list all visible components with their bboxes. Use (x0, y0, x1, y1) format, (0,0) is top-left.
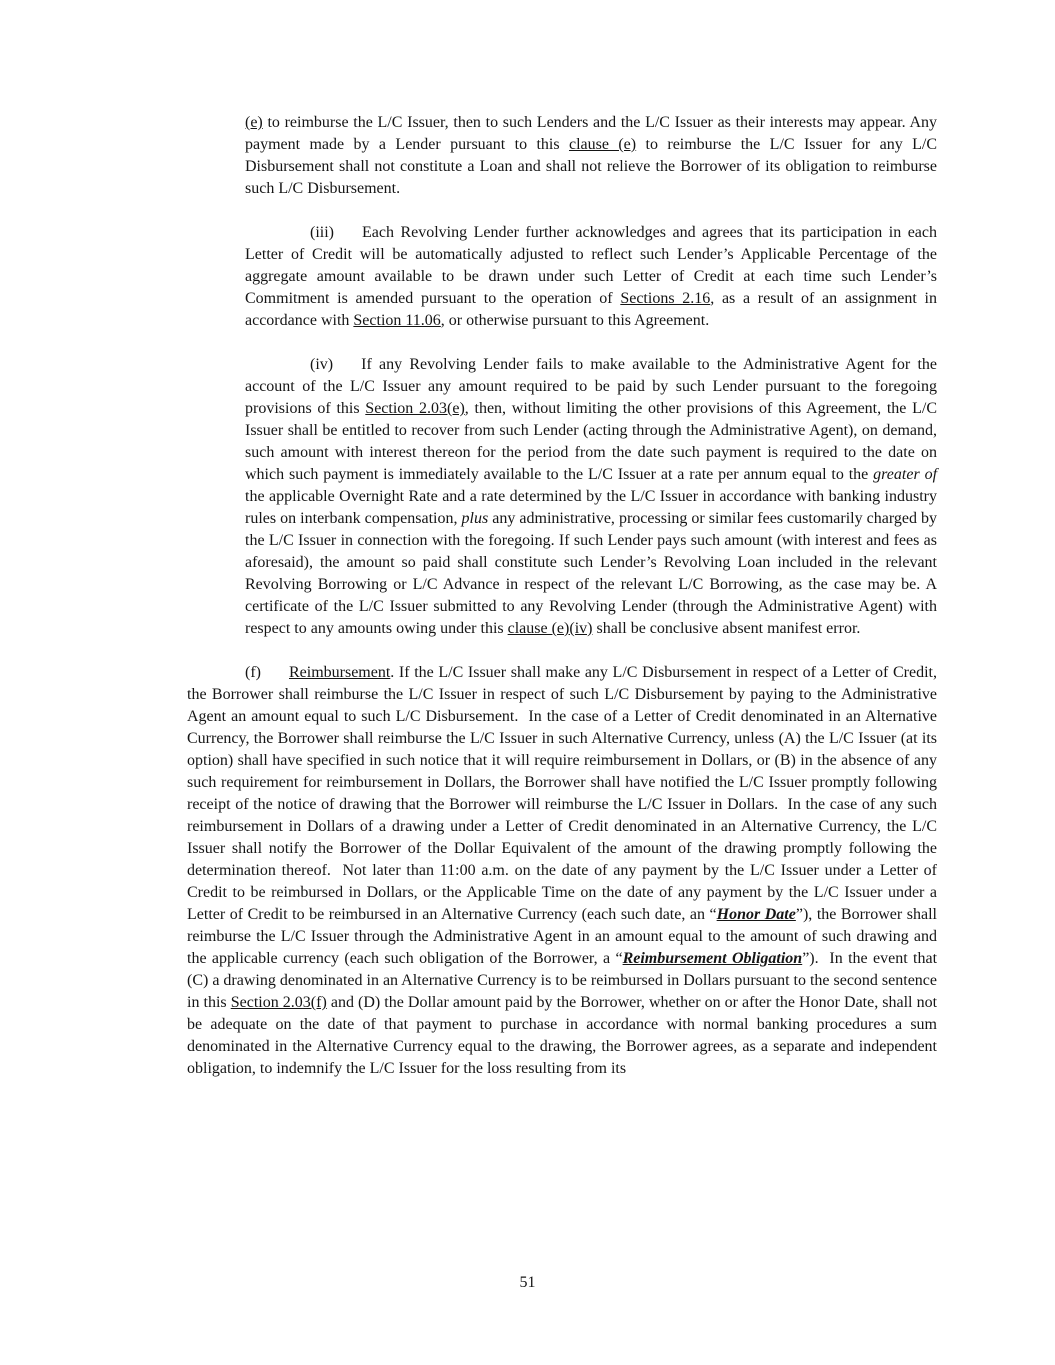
text-run: (iv) (310, 356, 334, 373)
text-run: (iii) (310, 224, 334, 241)
text-run: (f) (245, 664, 261, 681)
text-run: shall be conclusive absent manifest error. (592, 620, 861, 637)
text-run: the applicable Overnight Rate and a rate determined by the L/C Issuer in accordance with banking industry rules on interbank compensation, (245, 488, 937, 527)
text-run: plus (461, 510, 489, 527)
text-run: Reimbursement Obligation (622, 950, 803, 967)
text-run: greater of (873, 466, 938, 483)
text-run: , or otherwise pursuant to this Agreement. (440, 312, 710, 329)
para-e-continuation (245, 112, 937, 200)
text-run: Sections 2.16 (620, 290, 711, 307)
text-run: to reimburse the L/C Issuer for any L/C Disbursement shall not constitute a Loan and shall not relieve the Borrower of its obligation to reimburse such L/C Disbursement. (245, 136, 938, 197)
para-f-reimbursement (187, 662, 937, 1080)
text-run: If any Revolving Lender fails to make available to the Administrative Agent for the account of the L/C Issuer any amount required to be paid by such Lender pursuant to the foregoing provisions of this (245, 356, 937, 417)
text-run: ”). In the event that (C) a drawing denominated in an Alternative Currency is to be reimbursed in Dollars pursuant to the second sentence in this (187, 950, 938, 1011)
text-run: any administrative, processing or similar fees customarily charged by the L/C Issuer in connection with the foregoing. If such Lender pays such amount (with interest and fees as aforesaid), the amount so paid shall constitute such Lender’s Revolving Loan included in the relevant Revolving Borrowing or L/C Advance in respect of the relevant L/C Borrowing, as the case may be. A certificate of the L/C Issuer submitted to any Revolving Lender (through the Administrative Agent) with respect to any amounts owing under this (245, 510, 938, 637)
document-body (187, 112, 937, 1102)
text-run: clause (e)(iv) (507, 620, 593, 637)
text-run: and (D) the Dollar amount paid by the Borrower, whether on or after the Honor Date, shall not be adequate on the date of that payment to purchase in accordance with normal banking procedures a sum denominated in the Alternative Currency equal to the drawing, the Borrower agrees, as a separate and independent obligation, to indemnify the L/C Issuer for the loss resulting from its (187, 994, 938, 1077)
text-run: , as a result of an assignment in accordance with (245, 290, 938, 329)
page-number: 51 (519, 1274, 536, 1291)
text-run: Reimbursement (288, 664, 391, 681)
text-run: Section 2.03(e) (365, 400, 465, 417)
text-run: Section 11.06 (353, 312, 441, 329)
text-run: Section 2.03(f) (230, 994, 327, 1011)
text-run: , then, without limiting the other provisions of this Agreement, the L/C Issuer shall be entitled to recover from such Lender (acting through the Administrative Agent), on demand, such amount with interest thereon for the period from the date such payment is required to the date on which such payment is immediately available to the L/C Issuer at a rate per annum equal to the (245, 400, 938, 483)
text-run: . If the L/C Issuer shall make any L/C Disbursement in respect of a Letter of Credit, the Borrower shall reimburse the L/C Issuer in respect of such L/C Disbursement by paying to the Administrative Agent an amount equal to such L/C Disbursement. In the case of a Letter of Credit denominated in an Alternative Currency, the Borrower shall reimburse the L/C Issuer in such Alternative Currency, unless (A) the L/C Issuer (at its option) shall have specified in such notice that it will require reimbursement in Dollars, or (B) in the absence of any such requirement for reimbursement in Dollars, the Borrower shall have notified the L/C Issuer promptly following receipt of the notice of drawing that the Borrower will reimburse the L/C Issuer in Dollars. In the case of any such reimbursement in Dollars of a drawing under a Letter of Credit denominated in an Alternative Currency, the L/C Issuer shall notify the Borrower of the Dollar Equivalent of the amount of the drawing promptly following the determination thereof. Not later than 11:00 a.m. on the date of any payment by the L/C Issuer under a Letter of Credit to be reimbursed in Dollars, or the Applicable Time on the date of any payment by the L/C Issuer under a Letter of Credit to be reimbursed in an Alternative Currency (each such date, an “ (187, 664, 937, 923)
text-run: Honor Date (716, 906, 796, 923)
para-iv (245, 354, 937, 640)
text-run: to reimburse the L/C Issuer, then to such Lenders and the L/C Issuer as their interests may appear. Any payment made by a Lender pursuant to this (245, 114, 937, 153)
text-run: Each Revolving Lender further acknowledges and agrees that its participation in each Letter of Credit will be automatically adjusted to reflect such Lender’s Applicable Percentage of the aggregate amount available to be drawn under such Letter of Credit at each time such Lender’s Commitment is amended pursuant to the operation of (245, 224, 937, 307)
text-run: ”), the Borrower shall reimburse the L/C Issuer through the Administrative Agent in an amount equal to the amount of such drawing and the applicable currency (each such obligation of the Borrower, a “ (187, 906, 938, 967)
para-iii (245, 222, 937, 332)
text-run: clause (e) (568, 136, 637, 153)
text-run: (e) (245, 114, 263, 131)
